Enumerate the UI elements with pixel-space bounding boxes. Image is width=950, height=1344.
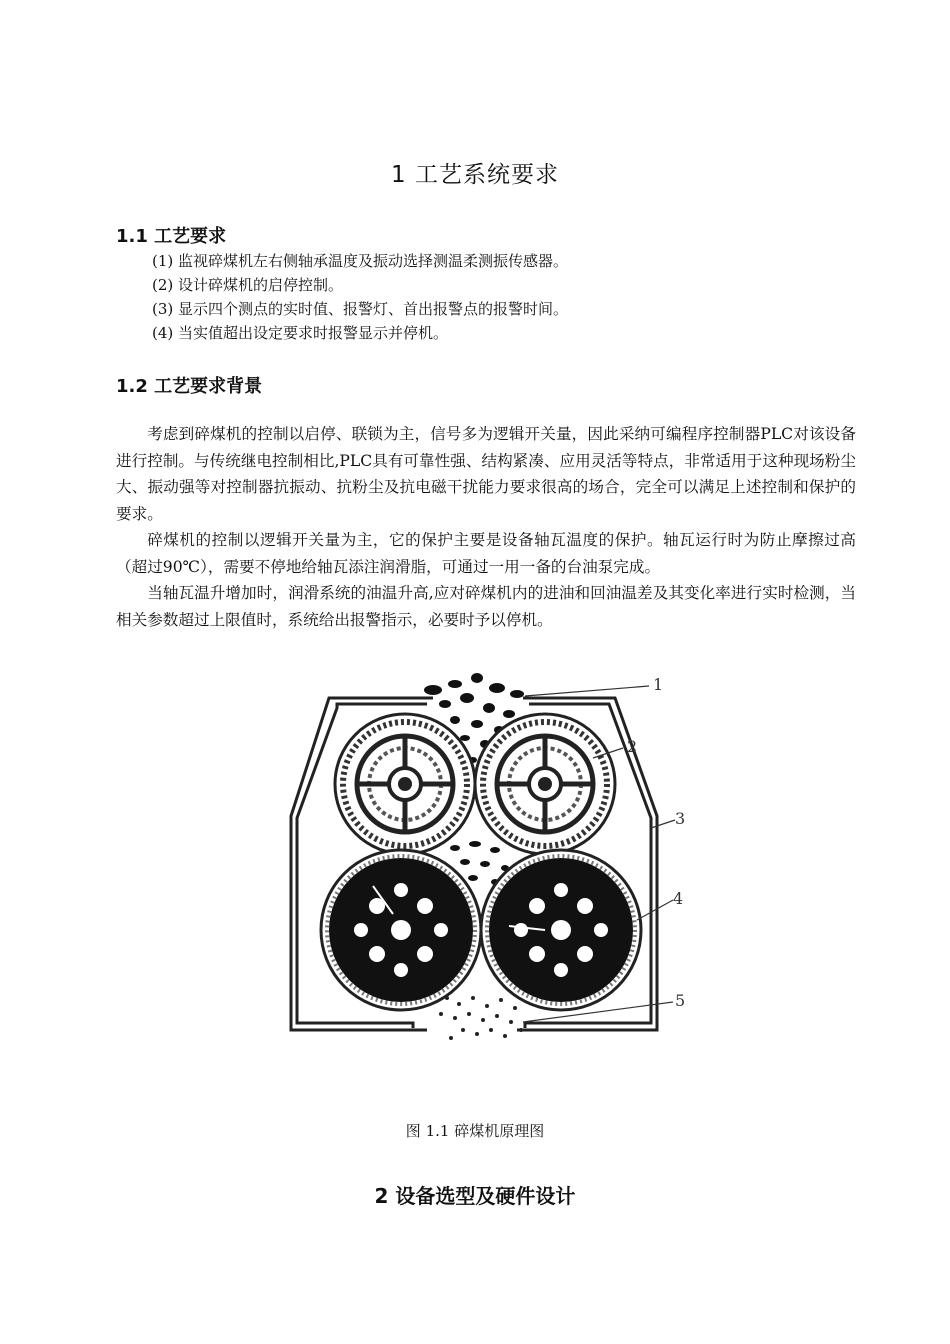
requirement-item-4: (4) 当实值超出设定要求时报警显示并停机。 xyxy=(152,324,449,342)
background-text xyxy=(116,421,856,633)
upper-rotor-right xyxy=(475,714,615,854)
requirement-item-1: (1) 监视碎煤机左右侧轴承温度及振动选择测温柔测振传感器。 xyxy=(152,252,569,270)
upper-rotor-left xyxy=(335,714,475,854)
callout-label-5: 5 xyxy=(675,991,686,1010)
paragraph: 当轴瓦温升增加时，润滑系统的油温升高,应对碎煤机内的进油和回油温差及其变化率进行实时检测，当相关参数超过上限值时，系统给出报警指示，必要时予以停机。 xyxy=(116,584,856,629)
coal-particles-bottom xyxy=(439,996,523,1040)
section-1-1-heading: 1.1 工艺要求 xyxy=(116,226,227,247)
callout-label-3: 3 xyxy=(675,809,686,828)
requirement-item-3: (3) 显示四个测点的实时值、报警灯、首出报警点的报警时间。 xyxy=(152,300,569,318)
paragraph: 碎煤机的控制以逻辑开关量为主，它的保护主要是设备轴瓦温度的保护。轴瓦运行时为防止摩擦过高（超过90℃），需要不停地给轴瓦添注润滑脂，可通过一用一备的台油泵完成。 xyxy=(116,531,856,576)
lower-rotor-left xyxy=(321,850,481,1010)
figure-caption: 图 1.1 碎煤机原理图 xyxy=(405,1122,545,1140)
requirement-item-2: (2) 设计碎煤机的启停控制。 xyxy=(152,276,344,294)
paragraph: 考虑到碎煤机的控制以启停、联锁为主，信号多为逻辑开关量，因此采纳可编程序控制器PLC对该设备进行控制。与传统继电控制相比,PLC具有可靠性强、结构紧凑、应用灵活等特点，非常适用于这种现场粉尘大、振动强等对控制器抗振动、抗粉尘及抗电磁干扰能力要求很高的场合，完全可以满足上述控制和保护的要求。 xyxy=(116,425,856,523)
callout-label-4: 4 xyxy=(673,889,684,908)
chapter-1-title: 1 工艺系统要求 xyxy=(391,162,559,188)
lower-rotor-right xyxy=(481,850,641,1010)
chapter-2-title: 2 设备选型及硬件设计 xyxy=(374,1184,576,1208)
callout-label-1: 1 xyxy=(653,675,664,694)
section-1-2-heading: 1.2 工艺要求背景 xyxy=(116,376,263,397)
callout-label-2: 2 xyxy=(627,737,638,756)
coal-crusher-diagram xyxy=(277,668,693,1084)
